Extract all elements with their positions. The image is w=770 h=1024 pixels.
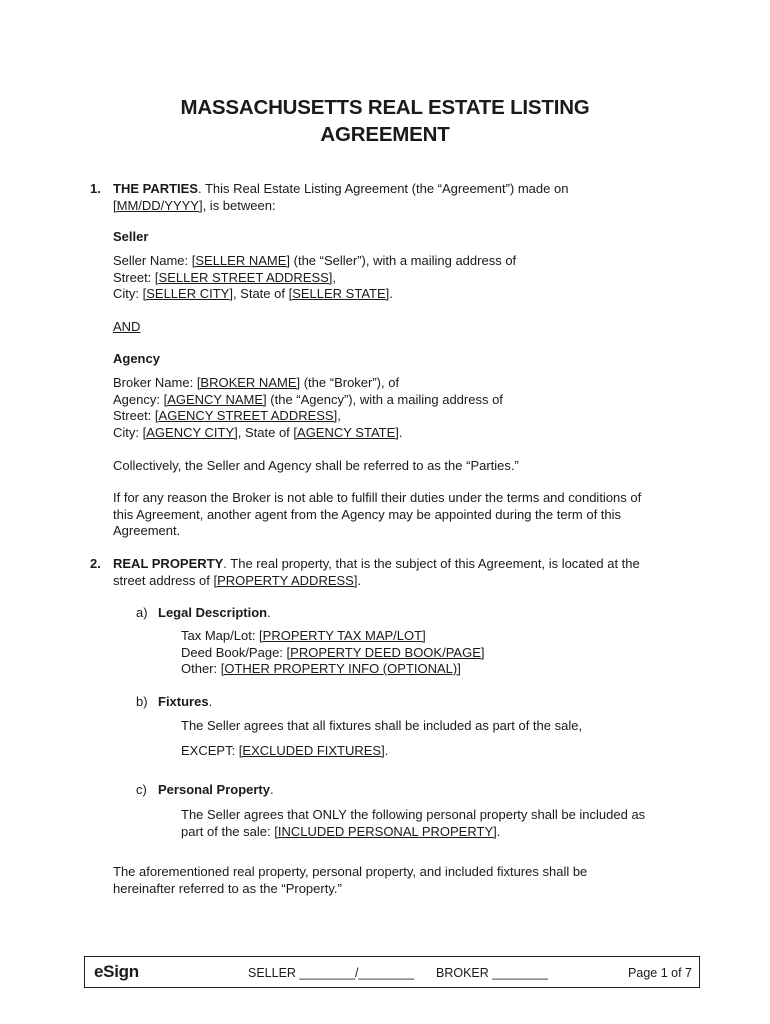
seller-street-field[interactable]: [SELLER STREET ADDRESS] [154,269,333,285]
title-line-2: AGREEMENT [320,123,450,146]
section-2-intro: REAL PROPERTY. The real property, that is the subject of this Agreement, is located at the street address of [PROPERTY ADDRESS]. [113,556,640,588]
agency-state-field[interactable]: [AGENCY STATE] [293,424,399,440]
legal-description-block: Tax Map/Lot: [PROPERTY TAX MAP/LOT] Deed Book/Page: [PROPERTY DEED BOOK/PAGE] Other: [OTHER PROPERTY INFO (OPTIONAL)] [181,628,485,676]
other-property-info-field[interactable]: [OTHER PROPERTY INFO (OPTIONAL)] [220,661,461,676]
personal-property-text: The Seller agrees that ONLY the following personal property shall be included as part of the sale: [INCLUDED PERSONAL PROPERTY]. [181,807,646,839]
section-2-heading: REAL PROPERTY [113,556,224,571]
seller-block: Seller Name: [SELLER NAME] (the “Seller”), with a mailing address of Street: [SELLER STREET ADDRESS], City: [SELLER CITY], State of [SELLER STATE]. [113,253,517,301]
item-b-label: b) [136,694,148,709]
agreement-date-field[interactable]: [MM/DD/YYYY] [113,197,203,213]
deed-book-field[interactable]: [PROPERTY DEED BOOK/PAGE] [286,644,485,660]
agency-city-field[interactable]: [AGENCY CITY] [142,424,238,440]
aforementioned-paragraph: The aforementioned real property, personal property, and included fixtures shall be hereinafter referred to as the “Property.” [113,864,588,896]
page-number: Page 1 of 7 [628,966,692,980]
seller-initials-field[interactable]: SELLER ________/________ [248,966,415,980]
section-1-number: 1. [90,181,101,196]
except-line: EXCEPT: [EXCLUDED FIXTURES]. [181,743,389,758]
agency-block: Broker Name: [BROKER NAME] (the “Broker”), of Agency: [AGENCY NAME] (the “Agency”), with a mailing address of Street: [AGENCY STREET ADDRESS], City: [AGENCY CITY], State of [AGENCY STATE]. [113,375,503,440]
item-a-label: a) [136,605,148,620]
title-line-1: MASSACHUSETTS REAL ESTATE LISTING [180,96,590,119]
item-c-label: c) [136,782,147,797]
seller-name-field[interactable]: [SELLER NAME] [191,253,291,268]
broker-name-field[interactable]: [BROKER NAME] [196,375,301,390]
agency-heading: Agency [113,351,160,366]
fixtures-text: The Seller agrees that all fixtures shall be included as part of the sale, [181,718,583,733]
page-footer [84,956,700,988]
esign-logo: eSign [94,962,139,981]
document-title [0,94,770,148]
broker-initials-field[interactable]: BROKER ________ [436,966,548,980]
seller-heading: Seller [113,229,149,244]
agency-name-field[interactable]: [AGENCY NAME] [163,391,267,407]
excluded-fixtures-field[interactable]: [EXCLUDED FIXTURES] [238,743,385,758]
property-address-field[interactable]: [PROPERTY ADDRESS] [213,572,358,588]
seller-city-field[interactable]: [SELLER CITY] [142,286,233,301]
fixtures-heading: Fixtures. [158,694,213,709]
seller-state-field[interactable]: [SELLER STATE] [288,286,390,301]
section-1-heading: THE PARTIES [113,181,198,196]
included-personal-property-field[interactable]: [INCLUDED PERSONAL PROPERTY] [274,823,497,839]
legal-description-heading: Legal Description. [158,605,271,620]
and-separator: AND [113,319,141,334]
broker-replacement-paragraph: If for any reason the Broker is not able to fulfill their duties under the terms and conditions of this Agreement, another agent from the Agency may be appointed during the term of this Agreement. [113,490,642,538]
tax-map-field[interactable]: [PROPERTY TAX MAP/LOT] [259,628,426,643]
personal-property-heading: Personal Property. [158,782,274,797]
section-2-number: 2. [90,556,101,571]
agency-street-field[interactable]: [AGENCY STREET ADDRESS] [154,408,338,423]
section-1-intro: THE PARTIES. This Real Estate Listing Agreement (the “Agreement”) made on [MM/DD/YYYY], is between: [113,181,569,213]
collectively-paragraph: Collectively, the Seller and Agency shall be referred to as the “Parties.” [113,458,519,473]
